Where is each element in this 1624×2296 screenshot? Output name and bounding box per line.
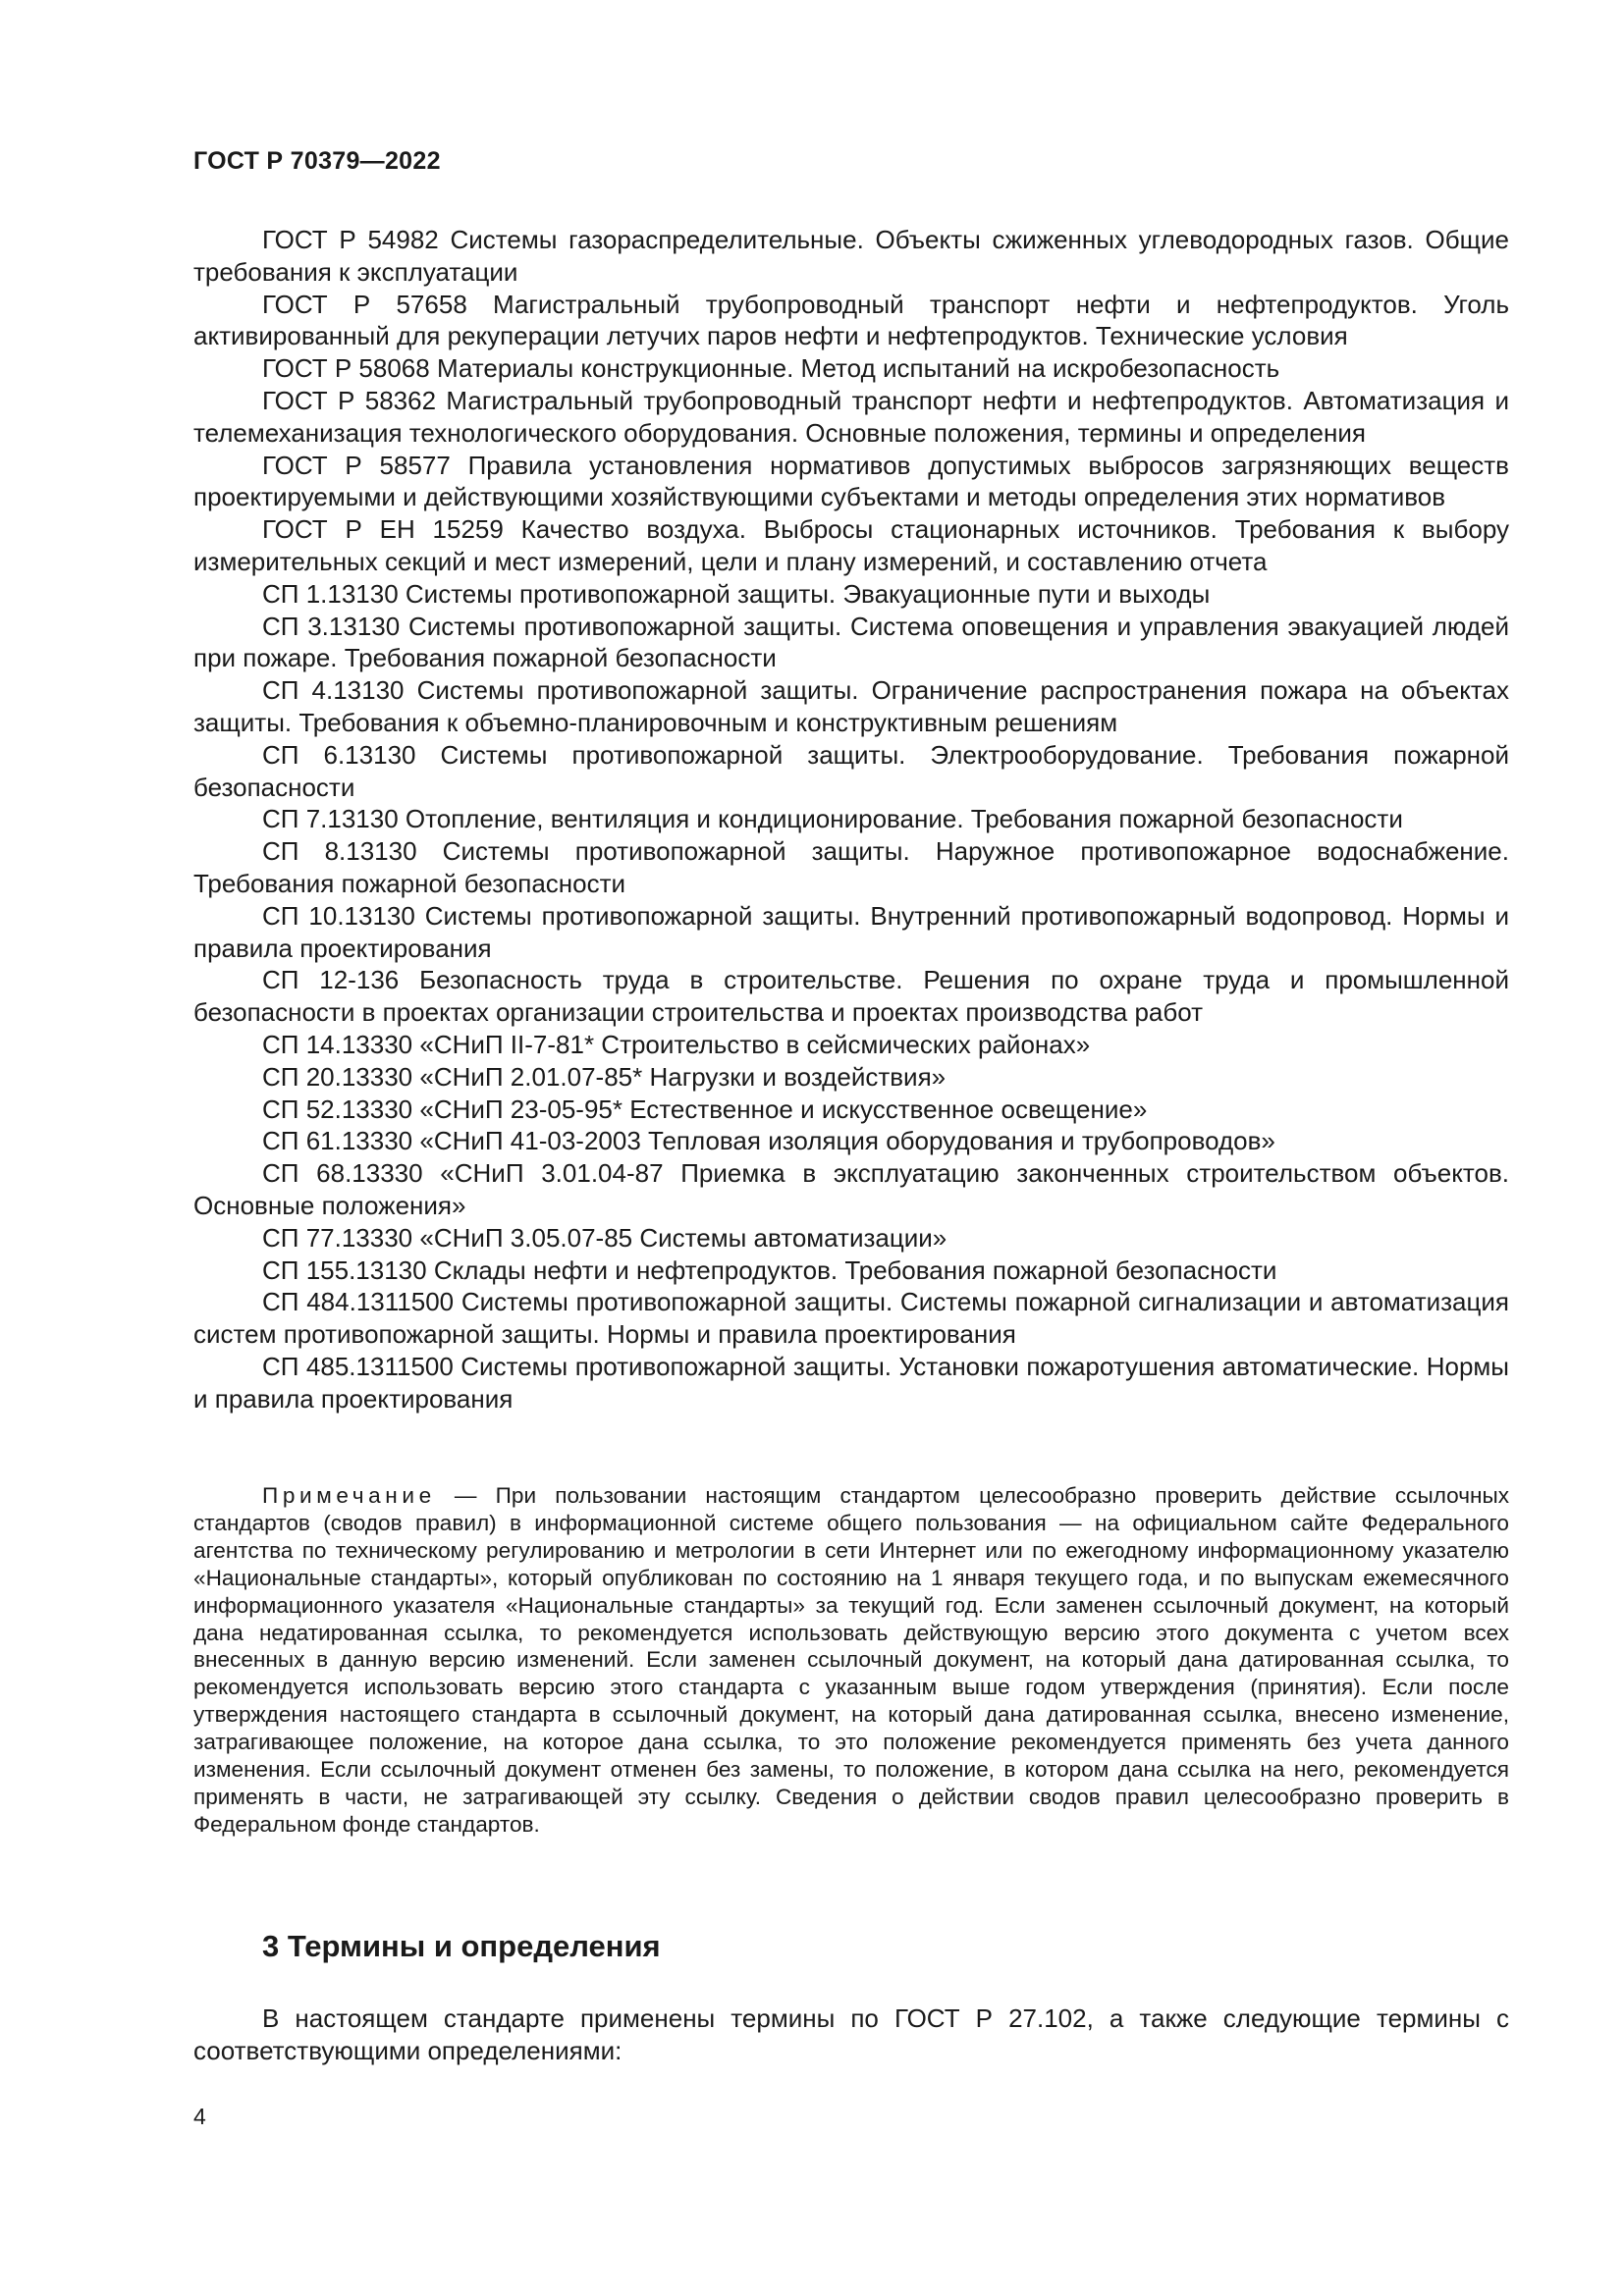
reference-item: СП 485.1311500 Системы противопожарной защиты. Установки пожаротушения автоматические. Нормы и правила проектирования xyxy=(193,1351,1509,1414)
reference-item: СП 1.13130 Системы противопожарной защиты. Эвакуационные пути и выходы xyxy=(262,578,1211,609)
reference-item: СП 77.13330 «СНиП 3.05.07-85 Системы автоматизации» xyxy=(262,1222,947,1253)
normative-references-list xyxy=(193,224,1509,1415)
reference-item: СП 3.13130 Системы противопожарной защиты. Система оповещения и управления эвакуацией людей при пожаре. Требования пожарной безопасности xyxy=(193,611,1509,673)
reference-item: ГОСТ Р ЕН 15259 Качество воздуха. Выбросы стационарных источников. Требования к выбору измерительных секций и мест измерений, цели и плану измерений, и составлению отчета xyxy=(193,514,1509,576)
reference-item: СП 20.13330 «СНиП 2.01.07-85* Нагрузки и воздействия» xyxy=(262,1061,947,1092)
note-text: — При пользовании настоящим стандартом целесообразно проверить действие ссылочных стандартов (сводов правил) в информационной системе общего пользования — на официальном сайте Федерального агентства по техническому регулированию и метрологии в сети Интернет или по ежегодному информационному указателю «Национальные стандарты», который опубликован по состоянию на 1 января текущего года, и по выпускам ежемесячного информационного указателя «Национальные стандарты» за текущий год. Если заменен ссылочный документ, на который дана недатированная ссылка, то рекомендуется использовать действующую версию этого документа с учетом всех внесенных в данную версию изменений. Если заменен ссылочный документ, на который дана датированная ссылка, то рекомендуется использовать версию этого стандарта с указанным выше годом утверждения (принятия). Если после утверждения настоящего стандарта в ссылочный документ, на который дана датированная ссылка, внесено изменение, затрагивающее положение, на которое дана ссылка, то это положение рекомендуется применять без учета данного изменения. Если ссылочный документ отменен без замены, то положение, в котором дана ссылка на него, рекомендуется применять в части, не затрагивающей эту ссылку. Сведения о действии сводов правил целесообразно проверить в Федеральном фонде стандартов. xyxy=(193,1483,1509,1837)
reference-item: СП 8.13130 Системы противопожарной защиты. Наружное противопожарное водоснабжение. Требования пожарной безопасности xyxy=(193,836,1509,898)
reference-item: ГОСТ Р 57658 Магистральный трубопроводный транспорт нефти и нефтепродуктов. Уголь активированный для рекуперации летучих паров нефти и нефтепродуктов. Технические условия xyxy=(193,289,1509,351)
reference-item: СП 484.1311500 Системы противопожарной защиты. Системы пожарной сигнализации и автоматизация систем противопожарной защиты. Нормы и правила проектирования xyxy=(193,1287,1509,1350)
section-intro-paragraph: В настоящем стандарте применены термины по ГОСТ Р 27.102, а также следующие термины с соответствующими определениями: xyxy=(193,2003,1509,2065)
reference-item: СП 6.13130 Системы противопожарной защиты. Электрооборудование. Требования пожарной безопасности xyxy=(193,739,1509,802)
reference-item: ГОСТ Р 54982 Системы газораспределительные. Объекты сжиженных углеводородных газов. Общие требования к эксплуатации xyxy=(193,225,1509,287)
reference-item: СП 10.13130 Системы противопожарной защиты. Внутренний противопожарный водопровод. Нормы и правила проектирования xyxy=(193,900,1509,963)
reference-item: СП 68.13330 «СНиП 3.01.04-87 Приемка в эксплуатацию законченных строительством объектов. Основные положения» xyxy=(193,1158,1509,1220)
note-label: Примечание xyxy=(262,1483,436,1508)
reference-item: СП 12-136 Безопасность труда в строительстве. Решения по охране труда и промышленной безопасности в проектах организации строительства и проектах производства работ xyxy=(193,965,1509,1028)
reference-item: СП 52.13330 «СНиП 23-05-95* Естественное и искусственное освещение» xyxy=(262,1094,1148,1124)
section-heading: 3 Термины и определения xyxy=(262,1929,661,1963)
page-number: 4 xyxy=(193,2104,206,2129)
reference-item: СП 14.13330 «СНиП II-7-81* Строительство в сейсмических районах» xyxy=(262,1029,1091,1059)
reference-item: ГОСТ Р 58068 Материалы конструкционные. Метод испытаний на искробезопасность xyxy=(262,353,1280,384)
reference-item: СП 155.13130 Склады нефти и нефтепродуктов. Требования пожарной безопасности xyxy=(262,1255,1277,1285)
reference-item: СП 7.13130 Отопление, вентиляция и кондиционирование. Требования пожарной безопасности xyxy=(262,804,1403,834)
note-paragraph xyxy=(193,1482,1509,1839)
document-header-id: ГОСТ Р 70379—2022 xyxy=(193,147,441,175)
reference-item: ГОСТ Р 58577 Правила установления нормативов допустимых выбросов загрязняющих веществ проектируемыми и действующими хозяйствующими субъектами и методы определения этих нормативов xyxy=(193,450,1509,512)
reference-item: ГОСТ Р 58362 Магистральный трубопроводный транспорт нефти и нефтепродуктов. Автоматизация и телемеханизация технологического оборудования. Основные положения, термины и определения xyxy=(193,385,1509,448)
reference-item: СП 61.13330 «СНиП 41-03-2003 Тепловая изоляция оборудования и трубопроводов» xyxy=(262,1126,1275,1156)
reference-item: СП 4.13130 Системы противопожарной защиты. Ограничение распространения пожара на объектах защиты. Требования к объемно-планировочным и конструктивным решениям xyxy=(193,675,1509,737)
